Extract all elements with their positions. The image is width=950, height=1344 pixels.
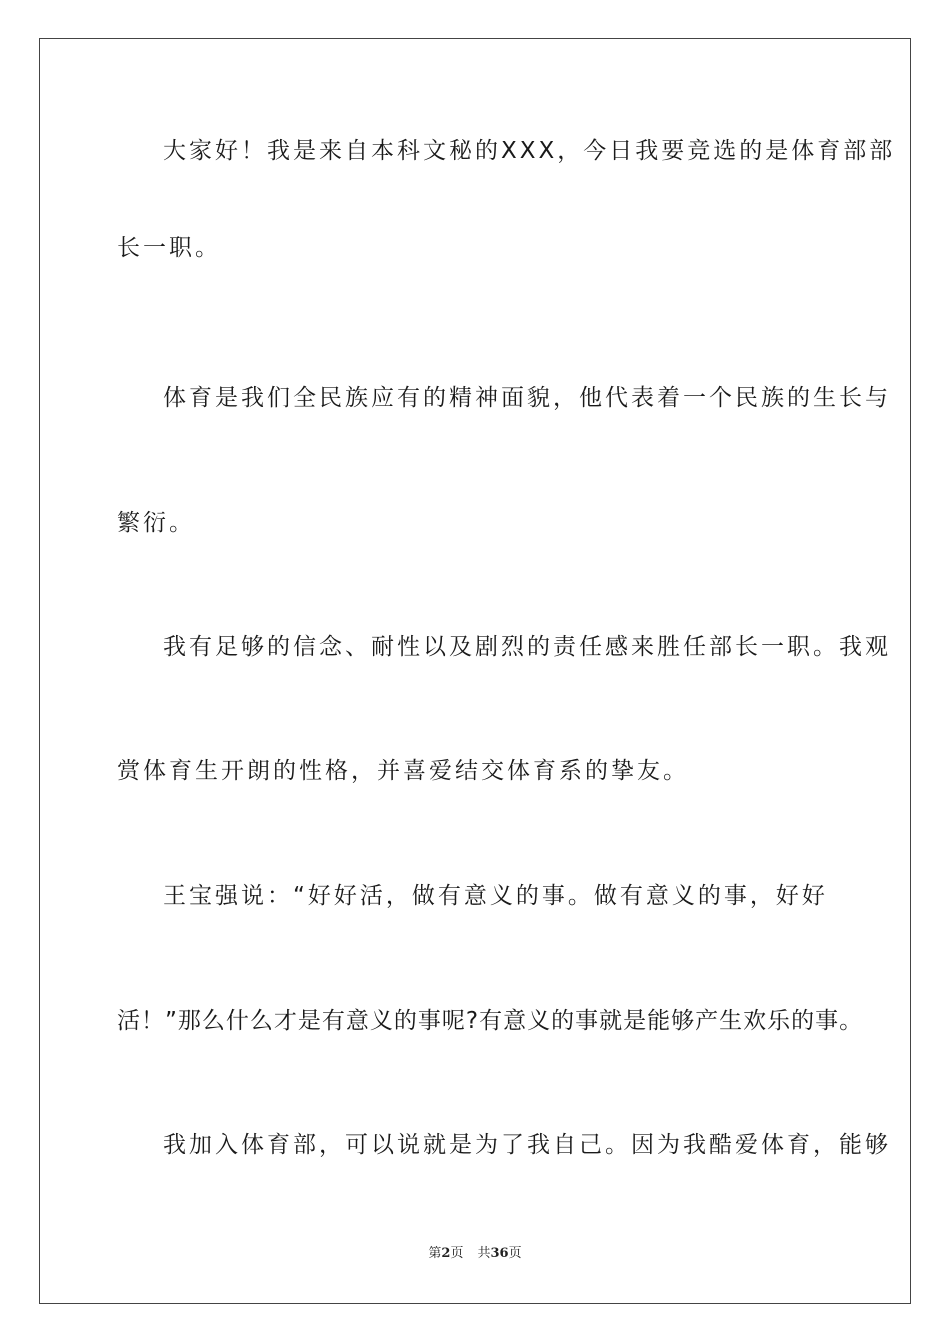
paragraph-4-line-2: 活！”那么什么才是有意义的事呢?有意义的事就是能够产生欢乐的事。 bbox=[117, 1008, 864, 1034]
page-suffix: 页 bbox=[450, 1246, 464, 1261]
paragraph-1-line-1: 大家好！我是来自本科文秘的XXX，今日我要竞选的是体育部部 bbox=[163, 138, 896, 164]
total-prefix: 共 bbox=[477, 1246, 491, 1261]
paragraph-2-line-1: 体育是我们全民族应有的精神面貌，他代表着一个民族的生长与 bbox=[163, 385, 891, 411]
total-pages: 36 bbox=[490, 1246, 509, 1261]
page-number: 2 bbox=[441, 1246, 451, 1261]
total-suffix: 页 bbox=[508, 1246, 522, 1261]
paragraph-1-line-2: 长一职。 bbox=[117, 235, 221, 261]
paragraph-3-line-2: 赏体育生开朗的性格，并喜爱结交体育系的挚友。 bbox=[117, 758, 689, 784]
page-footer bbox=[0, 1244, 950, 1264]
page-prefix: 第 bbox=[428, 1246, 442, 1261]
paragraph-4-line-1: 王宝强说：“好好活，做有意义的事。做有意义的事，好好 bbox=[163, 883, 828, 909]
paragraph-5-line-1: 我加入体育部，可以说就是为了我自己。因为我酷爱体育，能够 bbox=[163, 1132, 891, 1158]
paragraph-2-line-2: 繁衍。 bbox=[117, 510, 195, 536]
paragraph-3-line-1: 我有足够的信念、耐性以及剧烈的责任感来胜任部长一职。我观 bbox=[163, 634, 891, 660]
